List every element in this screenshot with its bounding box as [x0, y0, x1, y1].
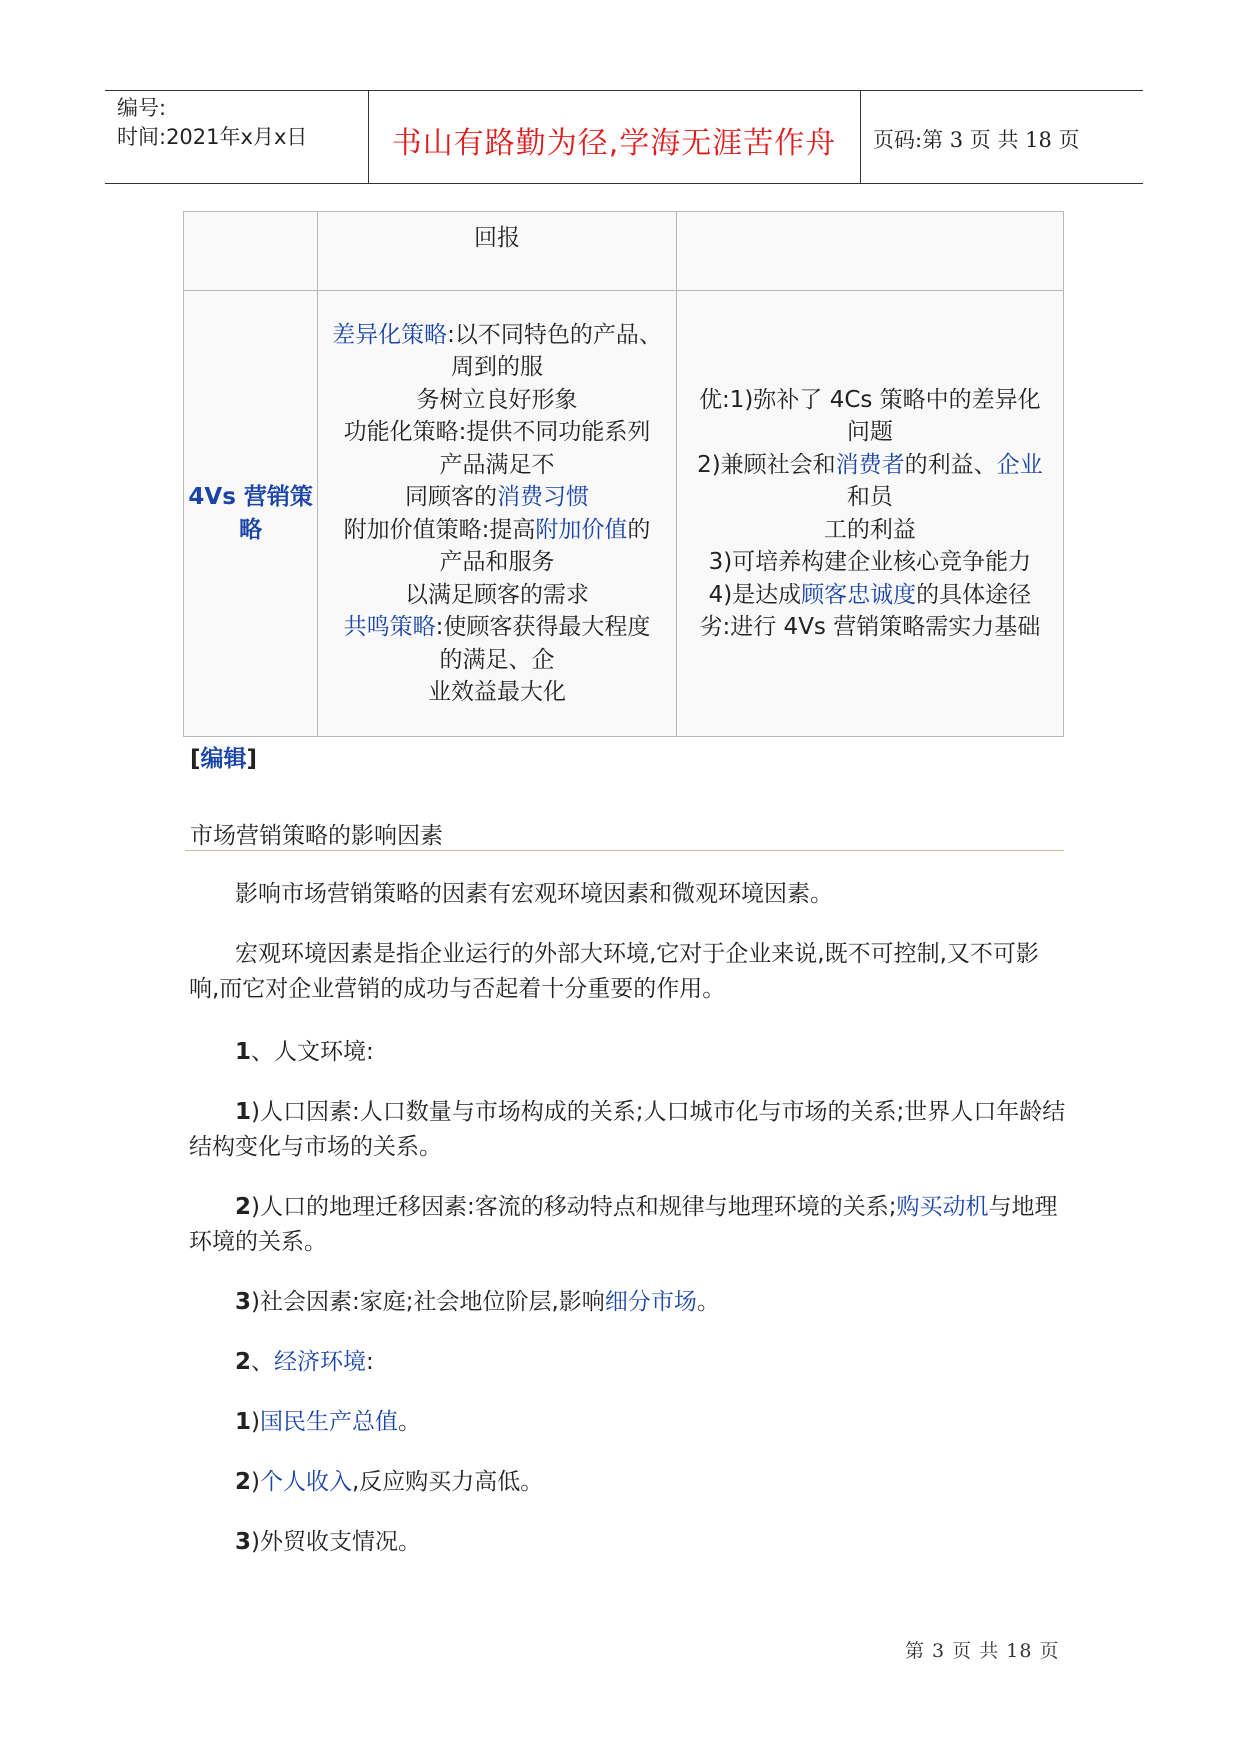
footer-page-number: 第 3 页 共 18 页	[905, 1640, 1060, 1662]
paragraph-text: :	[366, 1349, 374, 1375]
cell-text: 的具体途径	[916, 581, 1032, 608]
cell-text: 2)兼顾社会和	[697, 451, 836, 478]
cell-text: :使顾客获得最大程度	[435, 614, 651, 640]
cell-text: 工的利益	[823, 516, 916, 543]
cell-text: 附加价值策略:提高	[343, 516, 536, 543]
section-heading-rule	[185, 850, 1064, 851]
cell-text: 3)可培养构建企业核心竞争能力	[708, 549, 1032, 575]
paragraph	[189, 1035, 1069, 1070]
link-customer-loyalty[interactable]: 顾客忠诚度	[801, 581, 917, 608]
paragraph-text: 、	[251, 1349, 275, 1375]
paragraph	[189, 937, 1069, 1007]
paragraph-text: ,反应购买力高低。	[352, 1469, 544, 1495]
cell-text: 优:1)弥补了 4Cs 策略中的差异化	[699, 386, 1041, 413]
link-consumer[interactable]: 消费者	[835, 451, 905, 478]
paragraph-text: )人口因素:人口数量与市场构成的关系;人口城市化与市场的关系;世界人口年龄结结构变化与市场的关系。	[189, 1099, 1066, 1160]
time-label: 时间:2021年x月x日	[117, 125, 308, 149]
edit-section	[190, 740, 257, 773]
cell-text: 问题	[846, 419, 893, 445]
table-cell-description	[318, 291, 676, 737]
list-number: 2	[235, 1469, 252, 1495]
link-personal-income[interactable]: 个人收入	[260, 1469, 352, 1495]
list-number: 1	[235, 1099, 252, 1125]
list-number: 1	[235, 1409, 252, 1435]
paragraph	[189, 1095, 1069, 1165]
section-heading: 市场营销策略的影响因素	[190, 823, 443, 849]
paragraph-text: )社会因素:家庭;社会地位阶层,影响	[251, 1289, 605, 1315]
paragraph	[189, 1525, 1069, 1560]
cell-text: 4)是达成	[708, 581, 802, 608]
strategy-name-link[interactable]: 4Vs 营销策略	[188, 484, 313, 543]
paragraph-text: )人口的地理迁移因素:客流的移动特点和规律与地理环境的关系;	[251, 1194, 897, 1220]
list-number: 2	[235, 1194, 252, 1220]
list-number: 1	[235, 1039, 252, 1065]
link-purchase-motive[interactable]: 购买动机	[896, 1194, 989, 1220]
paragraph-text: 宏观环境因素是指企业运行的外部大环境,它对于企业来说,既不可控制,又不可影响,而它对企业营销的成功与否起着十分重要的作用。	[189, 941, 1039, 1002]
paragraph	[189, 1465, 1069, 1500]
cell-text: 务树立良好形象	[416, 386, 578, 413]
table-cell	[184, 212, 318, 291]
header-divider-right	[860, 90, 861, 184]
paragraph-text: 影响市场营销策略的因素有宏观环境因素和微观环境因素。	[235, 881, 833, 907]
paragraph	[189, 877, 1069, 912]
paragraph-text: )	[251, 1469, 260, 1495]
cell-text: 周到的服	[451, 354, 544, 380]
paragraph-text: )	[251, 1409, 260, 1435]
table-cell-evaluation	[676, 291, 1063, 737]
table-cell	[318, 212, 676, 291]
edit-link[interactable]: 编辑	[200, 746, 247, 772]
cell-text: 回报	[474, 225, 521, 251]
link-resonance-strategy[interactable]: 共鸣策略	[343, 614, 436, 640]
paragraph	[189, 1190, 1069, 1260]
list-number: 2	[235, 1349, 252, 1375]
cell-text: 的满足、企	[439, 646, 555, 673]
header-bottom-rule	[105, 183, 1143, 184]
cell-text: 产品和服务	[439, 549, 555, 575]
cell-text: 业效益最大化	[428, 679, 567, 705]
list-number: 3	[235, 1529, 252, 1555]
header-meta	[117, 94, 307, 152]
bracket-close: ]	[246, 746, 258, 772]
cell-text: 以满足顾客的需求	[405, 581, 590, 608]
serial-label: 编号:	[117, 96, 167, 120]
cell-text: :以不同特色的产品、	[447, 321, 662, 348]
header-divider-left	[368, 90, 369, 184]
cell-text: 的利益、	[904, 451, 997, 478]
paragraph-text: 、人文环境:	[251, 1039, 374, 1065]
link-differentiation[interactable]: 差异化策略	[332, 321, 448, 348]
link-gnp[interactable]: 国民生产总值	[260, 1409, 398, 1435]
paragraph	[189, 1405, 1069, 1440]
link-added-value[interactable]: 附加价值	[535, 516, 628, 543]
paragraph-text: 与地理环境的关系。	[189, 1194, 1058, 1255]
cell-text: 产品满足不	[439, 451, 555, 478]
cell-text: 功能化策略:提供不同功能系列	[343, 419, 651, 445]
cell-text: 劣:进行 4Vs 营销策略需实力基础	[699, 614, 1041, 640]
paragraph-text: 。	[398, 1409, 421, 1435]
cell-text: 的	[627, 516, 651, 543]
paragraph	[189, 1285, 1069, 1320]
table-cell	[676, 212, 1063, 291]
cell-text: 和员	[846, 484, 893, 510]
header-page-label: 页码:第 3 页 共 18 页	[873, 128, 1080, 152]
header-motto: 书山有路勤为径,学海无涯苦作舟	[391, 126, 837, 161]
strategy-table	[183, 211, 1064, 737]
link-consumption-habit[interactable]: 消费习惯	[497, 484, 590, 510]
link-economic-environment[interactable]: 经济环境	[274, 1349, 367, 1375]
link-enterprise[interactable]: 企业	[996, 451, 1043, 478]
header-top-rule	[105, 90, 1143, 91]
table-row	[184, 212, 1064, 291]
link-market-segmentation[interactable]: 细分市场	[604, 1289, 697, 1315]
list-number: 3	[235, 1289, 252, 1315]
paragraph-text: 。	[696, 1289, 720, 1315]
bracket-open: [	[190, 746, 201, 772]
table-cell-strategy-name	[184, 291, 318, 737]
paragraph	[189, 1345, 1069, 1380]
table-row	[184, 291, 1064, 737]
paragraph-text: )外贸收支情况。	[251, 1529, 421, 1555]
cell-text: 同顾客的	[405, 484, 498, 510]
